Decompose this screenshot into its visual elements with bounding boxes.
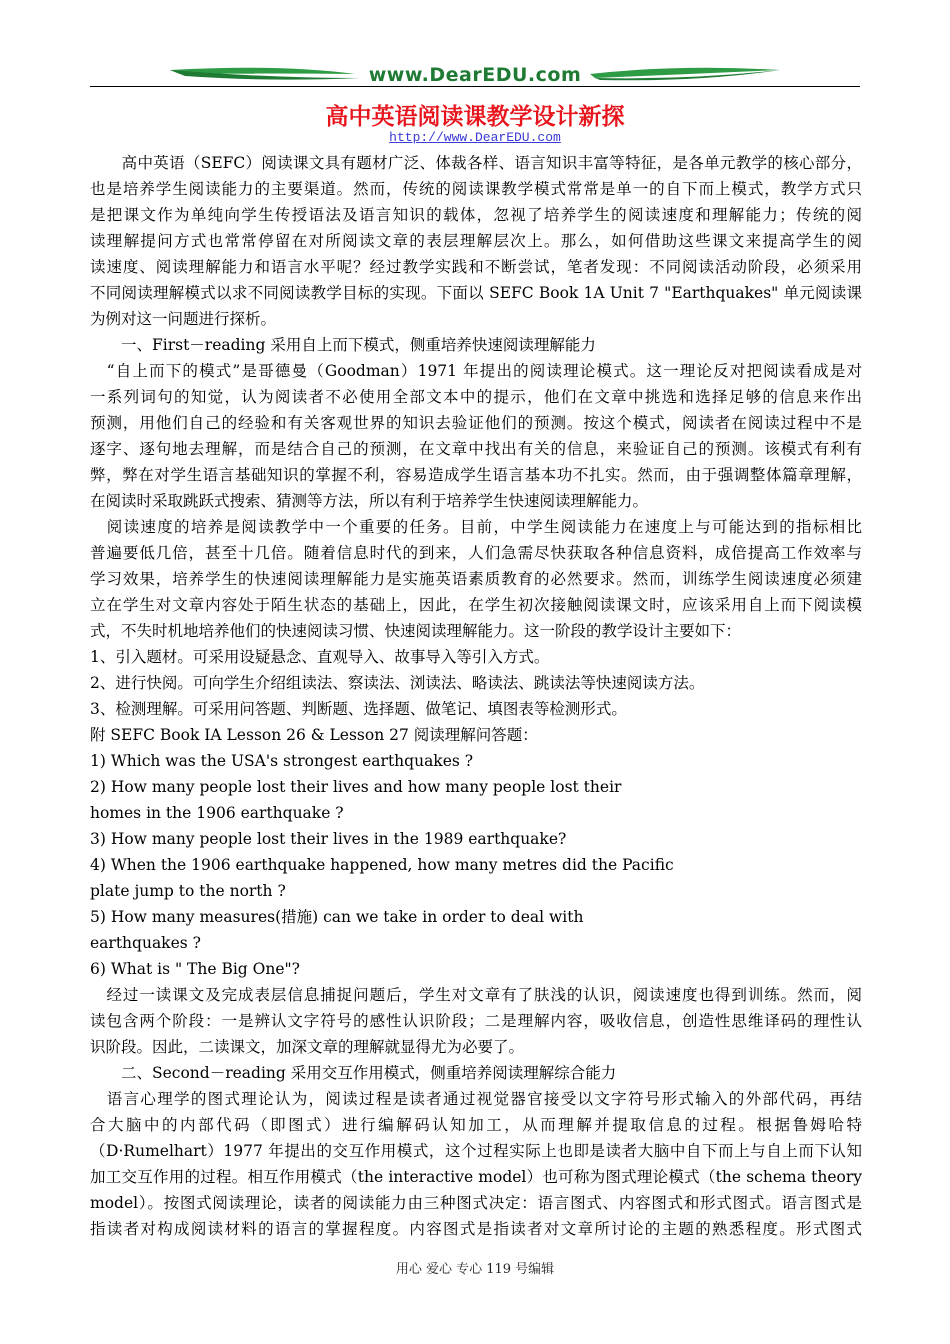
- text-line: 3、检测理解。可采用问答题、判断题、选择题、做笔记、填图表等检测形式。: [90, 700, 627, 718]
- text-line: 加工交互作用的过程。相互作用模式（the interactive model）也可称为图式理论模式（the schema theory: [90, 1168, 862, 1186]
- source-link[interactable]: http://www.DearEDU.com: [389, 130, 561, 145]
- text-line: 普遍要低几倍，甚至十几倍。随着信息时代的到来，人们急需尽快获取各种信息资料，成倍提高工作效率与: [90, 544, 862, 562]
- document-body: [90, 150, 862, 1242]
- text-line: 1、引入题材。可采用设疑悬念、直观导入、故事导入等引入方式。: [90, 648, 550, 666]
- text-line: 经过一读课文及完成表层信息捕捉问题后，学生对文章有了肤浅的认识，阅读速度也得到训练。然而，阅: [90, 986, 862, 1004]
- text-line: 语言心理学的图式理论认为，阅读过程是读者通过视觉器官接受以文字符号形式输入的外部代码，再结: [90, 1090, 862, 1108]
- text-line: 读包含两个阶段：一是辨认文字符号的感性认识阶段；二是理解内容，吸收信息，创造性思维译码的理性认: [90, 1012, 862, 1030]
- text-line: 3) How many people lost their lives in the 1989 earthquake?: [90, 830, 567, 848]
- text-line: plate jump to the north ?: [90, 882, 286, 900]
- text-line: 4) When the 1906 earthquake happened, how many metres did the Pacific: [90, 856, 674, 874]
- text-line: 一、First－reading 采用自上而下模式，侧重培养快速阅读理解能力: [90, 336, 596, 354]
- text-line: 一系列词句的知觉，认为阅读者不必使用全部文本中的提示，他们在文章中挑选和选择足够的信息来作出: [90, 388, 862, 406]
- text-line: 合大脑中的内部代码（即图式）进行编解码认知加工，从而理解并提取信息的过程。根据鲁姆哈特: [90, 1116, 862, 1134]
- text-line: 在阅读时采取跳跃式搜索、猜测等方法，所以有利于培养学生快速阅读理解能力。: [90, 492, 649, 510]
- text-line: 2) How many people lost their lives and how many people lost their: [90, 778, 622, 796]
- text-line: 为例对这一问题进行探析。: [90, 310, 277, 328]
- text-line: “自上而下的模式”是哥德曼（Goodman）1971 年提出的阅读理论模式。这一理论反对把阅读看成是对: [90, 362, 862, 380]
- text-line: 5) How many measures(措施) can we take in order to deal with: [90, 908, 584, 926]
- text-line: 逐字、逐句地去理解，而是结合自己的预测，在文章中找出有关的信息，来验证自己的预测。该模式有利有: [90, 440, 862, 458]
- text-line: 学习效果，培养学生的快速阅读理解能力是实施英语素质教育的必然要求。然而，训练学生阅读速度必须建: [90, 570, 862, 588]
- text-line: 读速度、阅读理解能力和语言水平呢？经过教学实践和不断尝试，笔者发现：不同阅读活动阶段，必须采用: [90, 258, 862, 276]
- text-line: 二、Second－reading 采用交互作用模式，侧重培养阅读理解综合能力: [90, 1064, 617, 1082]
- text-line: 式，不失时机地培养他们的快速阅读习惯、快速阅读理解能力。这一阶段的教学设计主要如下：: [90, 622, 742, 640]
- text-line: 是把课文作为单纯向学生传授语法及语言知识的载体，忽视了培养学生的阅读速度和理解能力；传统的阅: [90, 206, 862, 224]
- header-divider: [90, 86, 860, 87]
- text-line: earthquakes ?: [90, 934, 201, 952]
- document-title: 高中英语阅读课教学设计新探: [325, 104, 625, 130]
- page-footer: 用心 爱心 专心 119 号编辑: [395, 1262, 555, 1277]
- text-line: 1) Which was the USA's strongest earthquakes ?: [90, 752, 474, 770]
- text-line: 也是培养学生阅读能力的主要渠道。然而，传统的阅读课教学模式常常是单一的自下而上模式，教学方式只: [90, 180, 862, 198]
- text-line: 6) What is " The Big One"?: [90, 960, 300, 978]
- text-line: 预测，用他们自己的经验和有关客观世界的知识去验证他们的预测。按这个模式，阅读者在阅读过程中不是: [90, 414, 862, 432]
- text-line: （D·Rumelhart）1977 年提出的交互作用模式，这个过程实际上也即是读者大脑中自下而上与自上而下认知: [90, 1142, 862, 1160]
- text-line: 阅读速度的培养是阅读教学中一个重要的任务。目前，中学生阅读能力在速度上与可能达到的指标相比: [90, 518, 862, 536]
- text-line: 读理解提问方式也常常停留在对所阅读文章的表层理解层次上。那么，如何借助这些课文来提高学生的阅: [90, 232, 862, 250]
- text-line: 识阶段。因此，二读课文，加深文章的理解就显得尤为必要了。: [90, 1038, 525, 1056]
- text-line: 不同阅读理解模式以求不同阅读教学目标的实现。下面以 SEFC Book 1A Unit 7 "Earthquakes" 单元阅读课: [90, 284, 862, 302]
- text-line: 高中英语（SEFC）阅读课文具有题材广泛、体裁各样、语言知识丰富等特征，是各单元教学的核心部分，: [90, 154, 862, 172]
- text-line: 2、进行快阅。可向学生介绍组读法、察读法、浏读法、略读法、跳读法等快速阅读方法。: [90, 674, 705, 692]
- text-line: homes in the 1906 earthquake ?: [90, 804, 344, 822]
- site-logo: www.DearEDU.com: [368, 64, 582, 86]
- text-line: 弊，弊在对学生语言基础知识的掌握不利，容易造成学生语言基本功不扎实。然而，由于强调整体篇章理解，: [90, 466, 862, 484]
- text-line: 附 SEFC Book IA Lesson 26 & Lesson 27 阅读理解问答题：: [90, 726, 538, 744]
- text-line: 立在学生对文章内容处于陌生状态的基础上，因此，在学生初次接触阅读课文时，应该采用自上而下阅读模: [90, 596, 862, 614]
- text-line: 指读者对构成阅读材料的语言的掌握程度。内容图式是指读者对文章所讨论的主题的熟悉程度。形式图式: [90, 1220, 862, 1238]
- text-line: model）。按图式阅读理论，读者的阅读能力由三种图式决定：语言图式、内容图式和形式图式。语言图式是: [90, 1194, 862, 1212]
